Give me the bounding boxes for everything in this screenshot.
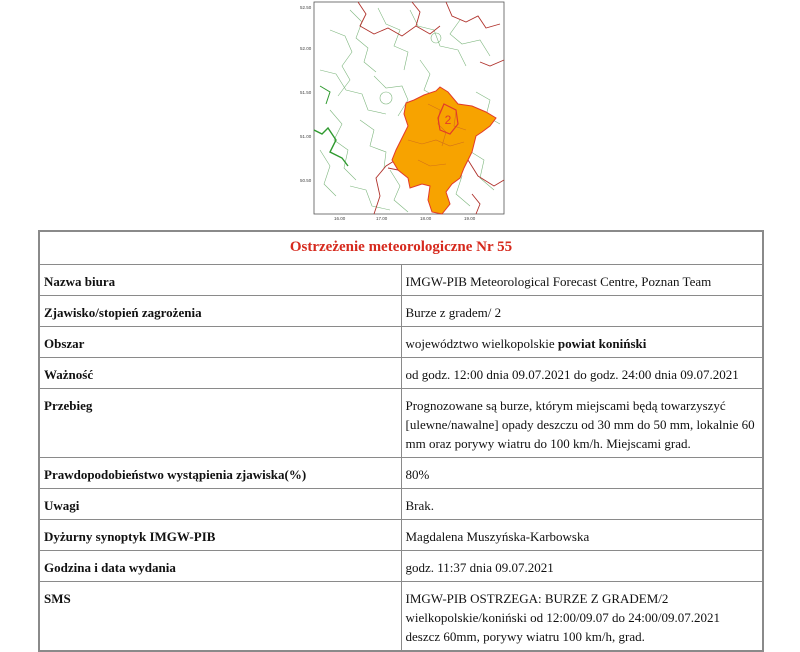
row-label-probability: Prawdopodobieństwo wystąpienia zjawiska(%) [39, 458, 401, 489]
lat-label: 51.50 [300, 90, 312, 95]
lat-label: 51.00 [300, 134, 312, 139]
warning-title: Ostrzeżenie meteorologiczne Nr 55 [39, 231, 763, 265]
row-value-sms: IMGW-PIB OSTRZEGA: BURZE Z GRADEM/2 wielkopolskie/koniński od 12:00/09.07 do 24:00/09.07.2021 deszcz 60mm, porywy wiatru 100 km/h, grad. [401, 582, 763, 652]
table-row [39, 582, 763, 652]
warning-table [38, 230, 764, 652]
area-county: powiat koniński [557, 336, 647, 351]
table-row [39, 489, 763, 520]
row-label-sms: SMS [39, 582, 401, 652]
row-value-issued: godz. 11:37 dnia 09.07.2021 [401, 551, 763, 582]
table-row [39, 265, 763, 296]
row-value-validity: od godz. 12:00 dnia 09.07.2021 do godz. 24:00 dnia 09.07.2021 [401, 358, 763, 389]
row-value-probability: 80% [401, 458, 763, 489]
row-value-phenomenon: Burze z gradem/ 2 [401, 296, 763, 327]
row-value-forecaster: Magdalena Muszyńska-Karbowska [401, 520, 763, 551]
row-label-forecaster: Dyżurny synoptyk IMGW-PIB [39, 520, 401, 551]
table-row [39, 327, 763, 358]
lon-label: 19.00 [464, 216, 476, 221]
row-label-office: Nazwa biura [39, 265, 401, 296]
row-value-area [401, 327, 763, 358]
table-row [39, 389, 763, 458]
row-label-area: Obszar [39, 327, 401, 358]
lon-label: 16.00 [334, 216, 346, 221]
row-value-course: Prognozowane są burze, którym miejscami będą towarzyszyć [ulewne/nawalne] opady deszczu od 30 mm do 50 mm, lokalnie 60 mm oraz porywy wiatru do 100 km/h. Miejscami grad. [401, 389, 763, 458]
warning-map [290, 0, 515, 222]
row-value-office: IMGW-PIB Meteorological Forecast Centre, Poznan Team [401, 265, 763, 296]
table-row [39, 296, 763, 327]
table-row [39, 458, 763, 489]
lat-label: 50.50 [300, 178, 312, 183]
table-row [39, 551, 763, 582]
lat-label: 52.00 [300, 46, 312, 51]
lon-label: 18.00 [420, 216, 432, 221]
row-label-issued: Godzina i data wydania [39, 551, 401, 582]
table-row [39, 358, 763, 389]
row-label-course: Przebieg [39, 389, 401, 458]
row-label-validity: Ważność [39, 358, 401, 389]
lat-label: 52.50 [300, 5, 312, 10]
row-label-remarks: Uwagi [39, 489, 401, 520]
area-voivodeship: województwo wielkopolskie [405, 336, 555, 351]
row-label-phenomenon: Zjawisko/stopień zagrożenia [39, 296, 401, 327]
row-value-remarks: Brak. [401, 489, 763, 520]
table-row [39, 520, 763, 551]
lon-label: 17.00 [376, 216, 388, 221]
warning-level-marker: 2 [444, 113, 452, 127]
